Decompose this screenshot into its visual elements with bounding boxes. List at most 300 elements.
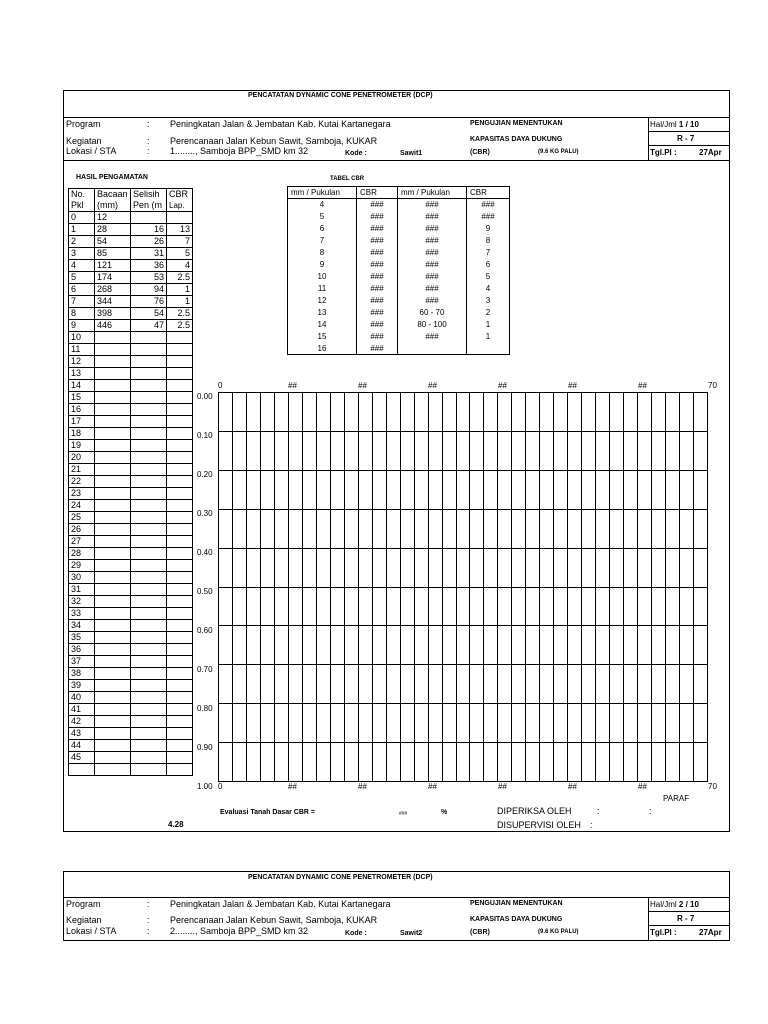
cbr-mm-cell-2 xyxy=(398,343,467,355)
bacaan-cell: 268 xyxy=(95,284,131,296)
selisih-cell xyxy=(131,524,167,536)
observations-header-row xyxy=(69,189,193,212)
pkl-cell: 2 xyxy=(69,236,95,248)
bacaan-cell xyxy=(95,356,131,368)
sheet2-hal-divider-2 xyxy=(648,925,730,926)
cbr-table-title: TABEL CBR xyxy=(330,176,365,182)
cbr-mm-cell-2: ### xyxy=(398,283,467,295)
cbr-mm-cell-2: ### xyxy=(398,235,467,247)
cbr-mm-cell-2: ### xyxy=(398,223,467,235)
bacaan-cell xyxy=(95,548,131,560)
observation-row xyxy=(69,740,193,752)
selisih-cell xyxy=(131,452,167,464)
header-bacaan-line2: (mm) xyxy=(97,200,118,210)
observation-row xyxy=(69,560,193,572)
observation-row xyxy=(69,308,193,320)
cbr-value-cell-2: ### xyxy=(467,211,510,223)
pkl-cell: 14 xyxy=(69,380,95,392)
pkl-cell: 7 xyxy=(69,296,95,308)
diperiksa-label: DIPERIKSA OLEH xyxy=(497,806,572,816)
pkl-cell: 35 xyxy=(69,632,95,644)
observation-row xyxy=(69,392,193,404)
cbr-cell xyxy=(167,716,193,728)
selisih-cell xyxy=(131,692,167,704)
bacaan-cell xyxy=(95,416,131,428)
observation-row xyxy=(69,572,193,584)
observations-title: HASIL PENGAMATAN xyxy=(76,174,148,181)
bacaan-cell xyxy=(95,536,131,548)
bacaan-cell xyxy=(95,704,131,716)
pkl-cell: 4 xyxy=(69,260,95,272)
y-axis-label: 1.00 xyxy=(197,782,213,791)
cbr-cell xyxy=(167,692,193,704)
bacaan-cell: 174 xyxy=(95,272,131,284)
selisih-cell xyxy=(131,464,167,476)
pkl-cell: 12 xyxy=(69,356,95,368)
cbr-cell xyxy=(167,704,193,716)
sheet1-program-label: Program xyxy=(66,119,101,129)
bacaan-cell xyxy=(95,500,131,512)
bacaan-cell xyxy=(95,452,131,464)
selisih-cell xyxy=(131,344,167,356)
observation-row xyxy=(69,236,193,248)
pkl-cell: 36 xyxy=(69,644,95,656)
diperiksa-colon-2: : xyxy=(649,806,652,816)
cbr-value-cell-2: 4 xyxy=(467,283,510,295)
observation-row xyxy=(69,632,193,644)
observation-row xyxy=(69,344,193,356)
pkl-cell: 40 xyxy=(69,692,95,704)
cbr-value-cell: ### xyxy=(357,307,398,319)
sheet2-hal-value: 2 / 10 xyxy=(678,900,699,909)
x-axis-top-label: ## xyxy=(498,381,507,390)
cbr-row xyxy=(288,199,510,211)
pkl-cell: 16 xyxy=(69,404,95,416)
cbr-cell xyxy=(167,584,193,596)
sheet2-kegiatan-colon: : xyxy=(147,915,150,925)
sheet1-test-note: (9.6 KG PALU) xyxy=(538,149,579,155)
y-axis-label: 0.40 xyxy=(197,548,213,557)
observations-body xyxy=(69,212,193,776)
pkl-cell: 17 xyxy=(69,416,95,428)
selisih-cell xyxy=(131,644,167,656)
selisih-cell xyxy=(131,356,167,368)
header-no-line1: No. xyxy=(71,189,86,199)
cbr-cell: 13 xyxy=(167,224,193,236)
sheet2-program-value: Peningkatan Jalan & Jembatan Kab. Kutai Kartanegara xyxy=(170,899,391,909)
cbr-row xyxy=(288,247,510,259)
pkl-cell: 30 xyxy=(69,572,95,584)
sheet2-lokasi-colon: : xyxy=(147,926,150,936)
bacaan-cell xyxy=(95,440,131,452)
sheet2-tgl-value: 27Apr xyxy=(699,928,722,937)
pkl-cell: 42 xyxy=(69,716,95,728)
observation-row xyxy=(69,488,193,500)
cbr-value-cell-2: 1 xyxy=(467,331,510,343)
cbr-value-cell: ### xyxy=(357,223,398,235)
cbr-cell xyxy=(167,488,193,500)
cbr-row xyxy=(288,295,510,307)
bacaan-cell xyxy=(95,428,131,440)
observation-row xyxy=(69,212,193,224)
selisih-cell xyxy=(131,404,167,416)
sheet1-tgl-label: Tgl.Pl : xyxy=(650,148,677,157)
x-axis-bottom-label: ## xyxy=(638,782,647,791)
cbr-cell: 2.5 xyxy=(167,320,193,332)
cbr-cell xyxy=(167,404,193,416)
observation-row xyxy=(69,692,193,704)
cbr-table-body xyxy=(288,199,510,355)
sheet1-title-divider xyxy=(63,117,730,118)
cbr-cell xyxy=(167,632,193,644)
y-axis-label: 0.30 xyxy=(197,509,213,518)
y-axis-label: 0.50 xyxy=(197,587,213,596)
selisih-cell: 31 xyxy=(131,248,167,260)
bacaan-cell: 54 xyxy=(95,236,131,248)
pkl-cell: 32 xyxy=(69,596,95,608)
cbr-cell xyxy=(167,608,193,620)
bacaan-cell xyxy=(95,392,131,404)
selisih-cell xyxy=(131,572,167,584)
selisih-cell xyxy=(131,392,167,404)
header-cbr xyxy=(167,189,193,212)
selisih-cell xyxy=(131,428,167,440)
header-selisih xyxy=(131,189,167,212)
cbr-cell xyxy=(167,752,193,764)
cbr-cell xyxy=(167,548,193,560)
selisih-cell xyxy=(131,752,167,764)
observation-row xyxy=(69,416,193,428)
sheet2-tgl-label: Tgl.Pl : xyxy=(650,928,677,937)
pkl-cell: 9 xyxy=(69,320,95,332)
selisih-cell xyxy=(131,500,167,512)
sheet2-title-divider xyxy=(63,897,730,898)
sheet1-header-divider xyxy=(63,160,730,161)
observation-row xyxy=(69,356,193,368)
disupervisi-label: DISUPERVISI OLEH xyxy=(497,820,581,830)
cbr-mm-cell: 9 xyxy=(288,259,357,271)
cbr-value-cell: ### xyxy=(357,271,398,283)
observation-row xyxy=(69,524,193,536)
selisih-cell: 54 xyxy=(131,308,167,320)
sheet1-tgl-value: 27Apr xyxy=(699,148,722,157)
cbr-header-3: mm / Pukulan xyxy=(398,187,467,199)
sheet1-lokasi-value: 1........, Samboja BPP_SMD km 32 xyxy=(170,146,309,156)
cbr-value-cell-2: ### xyxy=(467,199,510,211)
bacaan-cell xyxy=(95,476,131,488)
pkl-cell: 39 xyxy=(69,680,95,692)
x-axis-top-label: 0 xyxy=(218,381,223,390)
sheet2-r-value: R - 7 xyxy=(677,914,695,923)
sheet1-kode-value: Sawit1 xyxy=(400,150,423,157)
cbr-value-cell: ### xyxy=(357,283,398,295)
bacaan-cell: 398 xyxy=(95,308,131,320)
pkl-cell: 1 xyxy=(69,224,95,236)
cbr-cell: 1 xyxy=(167,284,193,296)
observation-row xyxy=(69,296,193,308)
header-no-line2: Pkl xyxy=(71,200,84,210)
y-axis-label: 0.90 xyxy=(197,743,213,752)
bacaan-cell: 85 xyxy=(95,248,131,260)
observations-table xyxy=(68,188,193,776)
cbr-mm-cell-2: ### xyxy=(398,211,467,223)
observation-row xyxy=(69,536,193,548)
pkl-cell: 13 xyxy=(69,368,95,380)
sheet1-kegiatan-value: Perencanaan Jalan Kebun Sawit, Samboja, KUKAR xyxy=(170,136,378,146)
cbr-value-cell-2: 1 xyxy=(467,319,510,331)
observation-row xyxy=(69,680,193,692)
cbr-cell xyxy=(167,656,193,668)
header-selisih-line1: Selisih xyxy=(133,189,160,199)
cbr-row xyxy=(288,343,510,355)
observation-row xyxy=(69,380,193,392)
observation-row xyxy=(69,332,193,344)
cbr-value-cell-2: 7 xyxy=(467,247,510,259)
observation-row xyxy=(69,320,193,332)
cbr-mm-cell-2: ### xyxy=(398,199,467,211)
bacaan-cell xyxy=(95,764,131,776)
selisih-cell xyxy=(131,548,167,560)
cbr-cell xyxy=(167,524,193,536)
bacaan-cell xyxy=(95,404,131,416)
cbr-cell xyxy=(167,764,193,776)
sheet2-title: PENCATATAN DYNAMIC CONE PENETROMETER (DCP) xyxy=(248,874,433,881)
cbr-cell xyxy=(167,332,193,344)
cbr-cell xyxy=(167,476,193,488)
pkl-cell: 0 xyxy=(69,212,95,224)
header-bacaan-line1: Bacaan xyxy=(97,189,128,199)
sheet2-program-label: Program xyxy=(66,899,101,909)
selisih-cell: 53 xyxy=(131,272,167,284)
selisih-cell xyxy=(131,560,167,572)
bacaan-cell xyxy=(95,512,131,524)
selisih-cell: 16 xyxy=(131,224,167,236)
cbr-mm-cell: 14 xyxy=(288,319,357,331)
cbr-cell: 2.5 xyxy=(167,308,193,320)
observation-row xyxy=(69,452,193,464)
pkl-cell: 18 xyxy=(69,428,95,440)
observation-row xyxy=(69,476,193,488)
observation-row xyxy=(69,284,193,296)
selisih-cell xyxy=(131,704,167,716)
observation-row xyxy=(69,248,193,260)
cbr-mm-cell: 6 xyxy=(288,223,357,235)
selisih-cell xyxy=(131,488,167,500)
sheet2-hal-divider-1 xyxy=(648,911,730,912)
bacaan-cell xyxy=(95,596,131,608)
bacaan-cell xyxy=(95,716,131,728)
selisih-cell xyxy=(131,596,167,608)
cbr-cell xyxy=(167,740,193,752)
cbr-value-cell: ### xyxy=(357,331,398,343)
cbr-value-cell: ### xyxy=(357,199,398,211)
cbr-cell: 5 xyxy=(167,248,193,260)
x-axis-top-label: ## xyxy=(288,381,297,390)
sheet1-kegiatan-label: Kegiatan xyxy=(66,136,102,146)
sheet1-lokasi-label: Lokasi / STA xyxy=(66,146,117,156)
bacaan-cell xyxy=(95,464,131,476)
bacaan-cell: 12 xyxy=(95,212,131,224)
pkl-cell: 38 xyxy=(69,668,95,680)
selisih-cell xyxy=(131,368,167,380)
cbr-mm-cell: 16 xyxy=(288,343,357,355)
sheet1-title: PENCATATAN DYNAMIC CONE PENETROMETER (DCP) xyxy=(248,92,433,99)
selisih-cell xyxy=(131,728,167,740)
cbr-mm-cell: 11 xyxy=(288,283,357,295)
cbr-header-4: CBR xyxy=(467,187,510,199)
selisih-cell: 76 xyxy=(131,296,167,308)
cbr-mm-cell: 15 xyxy=(288,331,357,343)
cbr-mm-cell: 10 xyxy=(288,271,357,283)
x-axis-bottom-label: ## xyxy=(568,782,577,791)
pkl-cell: 45 xyxy=(69,752,95,764)
sheet2-test-title-2: KAPASITAS DAYA DUKUNG xyxy=(470,916,563,923)
observation-row xyxy=(69,728,193,740)
cbr-row xyxy=(288,271,510,283)
pkl-cell: 6 xyxy=(69,284,95,296)
cbr-cell xyxy=(167,644,193,656)
cbr-row xyxy=(288,211,510,223)
cbr-mm-cell-2: ### xyxy=(398,247,467,259)
pkl-cell: 23 xyxy=(69,488,95,500)
selisih-cell xyxy=(131,512,167,524)
observation-row xyxy=(69,608,193,620)
observation-row xyxy=(69,596,193,608)
pkl-cell: 11 xyxy=(69,344,95,356)
penetration-graph-grid xyxy=(218,392,708,782)
selisih-cell xyxy=(131,380,167,392)
cbr-value-cell-2: 8 xyxy=(467,235,510,247)
observation-row xyxy=(69,644,193,656)
cbr-cell xyxy=(167,464,193,476)
cbr-value-cell: ### xyxy=(357,319,398,331)
cbr-cell xyxy=(167,428,193,440)
sheet2-kode-value: Sawit2 xyxy=(400,930,423,937)
y-axis-label: 0.00 xyxy=(197,392,213,401)
selisih-cell xyxy=(131,416,167,428)
cbr-value-cell: ### xyxy=(357,235,398,247)
cbr-mm-cell: 7 xyxy=(288,235,357,247)
cbr-value-cell-2: 3 xyxy=(467,295,510,307)
pkl-cell: 37 xyxy=(69,656,95,668)
selisih-cell xyxy=(131,740,167,752)
cbr-cell xyxy=(167,416,193,428)
bacaan-cell: 446 xyxy=(95,320,131,332)
observation-row xyxy=(69,752,193,764)
bacaan-cell xyxy=(95,380,131,392)
x-axis-top-label: ## xyxy=(568,381,577,390)
disupervisi-colon: : xyxy=(590,820,593,830)
cbr-row xyxy=(288,307,510,319)
cbr-value-cell-2: 9 xyxy=(467,223,510,235)
cbr-mm-cell-2: ### xyxy=(398,271,467,283)
observation-row xyxy=(69,464,193,476)
selisih-cell xyxy=(131,212,167,224)
observation-row xyxy=(69,704,193,716)
y-axis-label: 0.10 xyxy=(197,431,213,440)
observation-row xyxy=(69,548,193,560)
observation-row xyxy=(69,668,193,680)
bacaan-cell xyxy=(95,668,131,680)
sheet1-test-title-3: (CBR) xyxy=(470,149,490,156)
observation-row xyxy=(69,224,193,236)
pkl-cell: 24 xyxy=(69,500,95,512)
sheet2-test-note: (9.6 KG PALU) xyxy=(538,929,579,935)
bacaan-cell xyxy=(95,692,131,704)
selisih-cell xyxy=(131,680,167,692)
observations-total: 4.28 xyxy=(168,820,184,829)
x-axis-top-label: 70 xyxy=(708,381,717,390)
bacaan-cell xyxy=(95,680,131,692)
cbr-cell xyxy=(167,356,193,368)
sheet1-hal-label-text: Hal/Jml xyxy=(650,120,677,129)
pkl-cell: 15 xyxy=(69,392,95,404)
cbr-cell xyxy=(167,620,193,632)
header-selisih-line2: Pen (m xyxy=(133,200,163,210)
bacaan-cell xyxy=(95,524,131,536)
cbr-cell: 1 xyxy=(167,296,193,308)
sheet1-program-value: Peningkatan Jalan & Jembatan Kab. Kutai Kartanegara xyxy=(170,119,391,129)
sheet2-kode-label: Kode : xyxy=(345,930,367,937)
bacaan-cell xyxy=(95,344,131,356)
cbr-cell xyxy=(167,572,193,584)
cbr-cell xyxy=(167,560,193,572)
observation-row xyxy=(69,440,193,452)
pkl-cell: 43 xyxy=(69,728,95,740)
pkl-cell: 28 xyxy=(69,548,95,560)
bacaan-cell xyxy=(95,620,131,632)
cbr-cell xyxy=(167,728,193,740)
bacaan-cell xyxy=(95,656,131,668)
bacaan-cell xyxy=(95,488,131,500)
cbr-cell xyxy=(167,512,193,524)
cbr-mm-cell-2: 80 - 100 xyxy=(398,319,467,331)
cbr-mm-cell: 8 xyxy=(288,247,357,259)
cbr-row xyxy=(288,283,510,295)
pkl-cell: 25 xyxy=(69,512,95,524)
pkl-cell: 21 xyxy=(69,464,95,476)
sheet2-lokasi-label: Lokasi / STA xyxy=(66,926,117,936)
observation-row xyxy=(69,620,193,632)
bacaan-cell xyxy=(95,632,131,644)
y-axis-label: 0.60 xyxy=(197,626,213,635)
header-no xyxy=(69,189,95,212)
sheet1-hal-value: 1 / 10 xyxy=(678,120,699,129)
x-axis-bottom-label: ## xyxy=(428,782,437,791)
cbr-cell xyxy=(167,500,193,512)
cbr-header-1: mm / Pukulan xyxy=(288,187,357,199)
sheet1-r-value: R - 7 xyxy=(677,134,695,143)
selisih-cell xyxy=(131,620,167,632)
cbr-value-cell-2 xyxy=(467,343,510,355)
bacaan-cell xyxy=(95,332,131,344)
cbr-mm-cell: 5 xyxy=(288,211,357,223)
sheet2-kegiatan-value: Perencanaan Jalan Kebun Sawit, Samboja, KUKAR xyxy=(170,915,378,925)
cbr-row xyxy=(288,259,510,271)
cbr-value-cell: ### xyxy=(357,295,398,307)
cbr-cell: 2.5 xyxy=(167,272,193,284)
cbr-cell xyxy=(167,668,193,680)
cbr-mm-cell-2: ### xyxy=(398,331,467,343)
selisih-cell: 26 xyxy=(131,236,167,248)
sheet1-test-title-2: KAPASITAS DAYA DUKUNG xyxy=(470,136,563,143)
bacaan-cell xyxy=(95,572,131,584)
selisih-cell xyxy=(131,536,167,548)
pkl-cell: 29 xyxy=(69,560,95,572)
observation-row xyxy=(69,500,193,512)
sheet2-program-colon: : xyxy=(147,899,150,909)
selisih-cell xyxy=(131,716,167,728)
